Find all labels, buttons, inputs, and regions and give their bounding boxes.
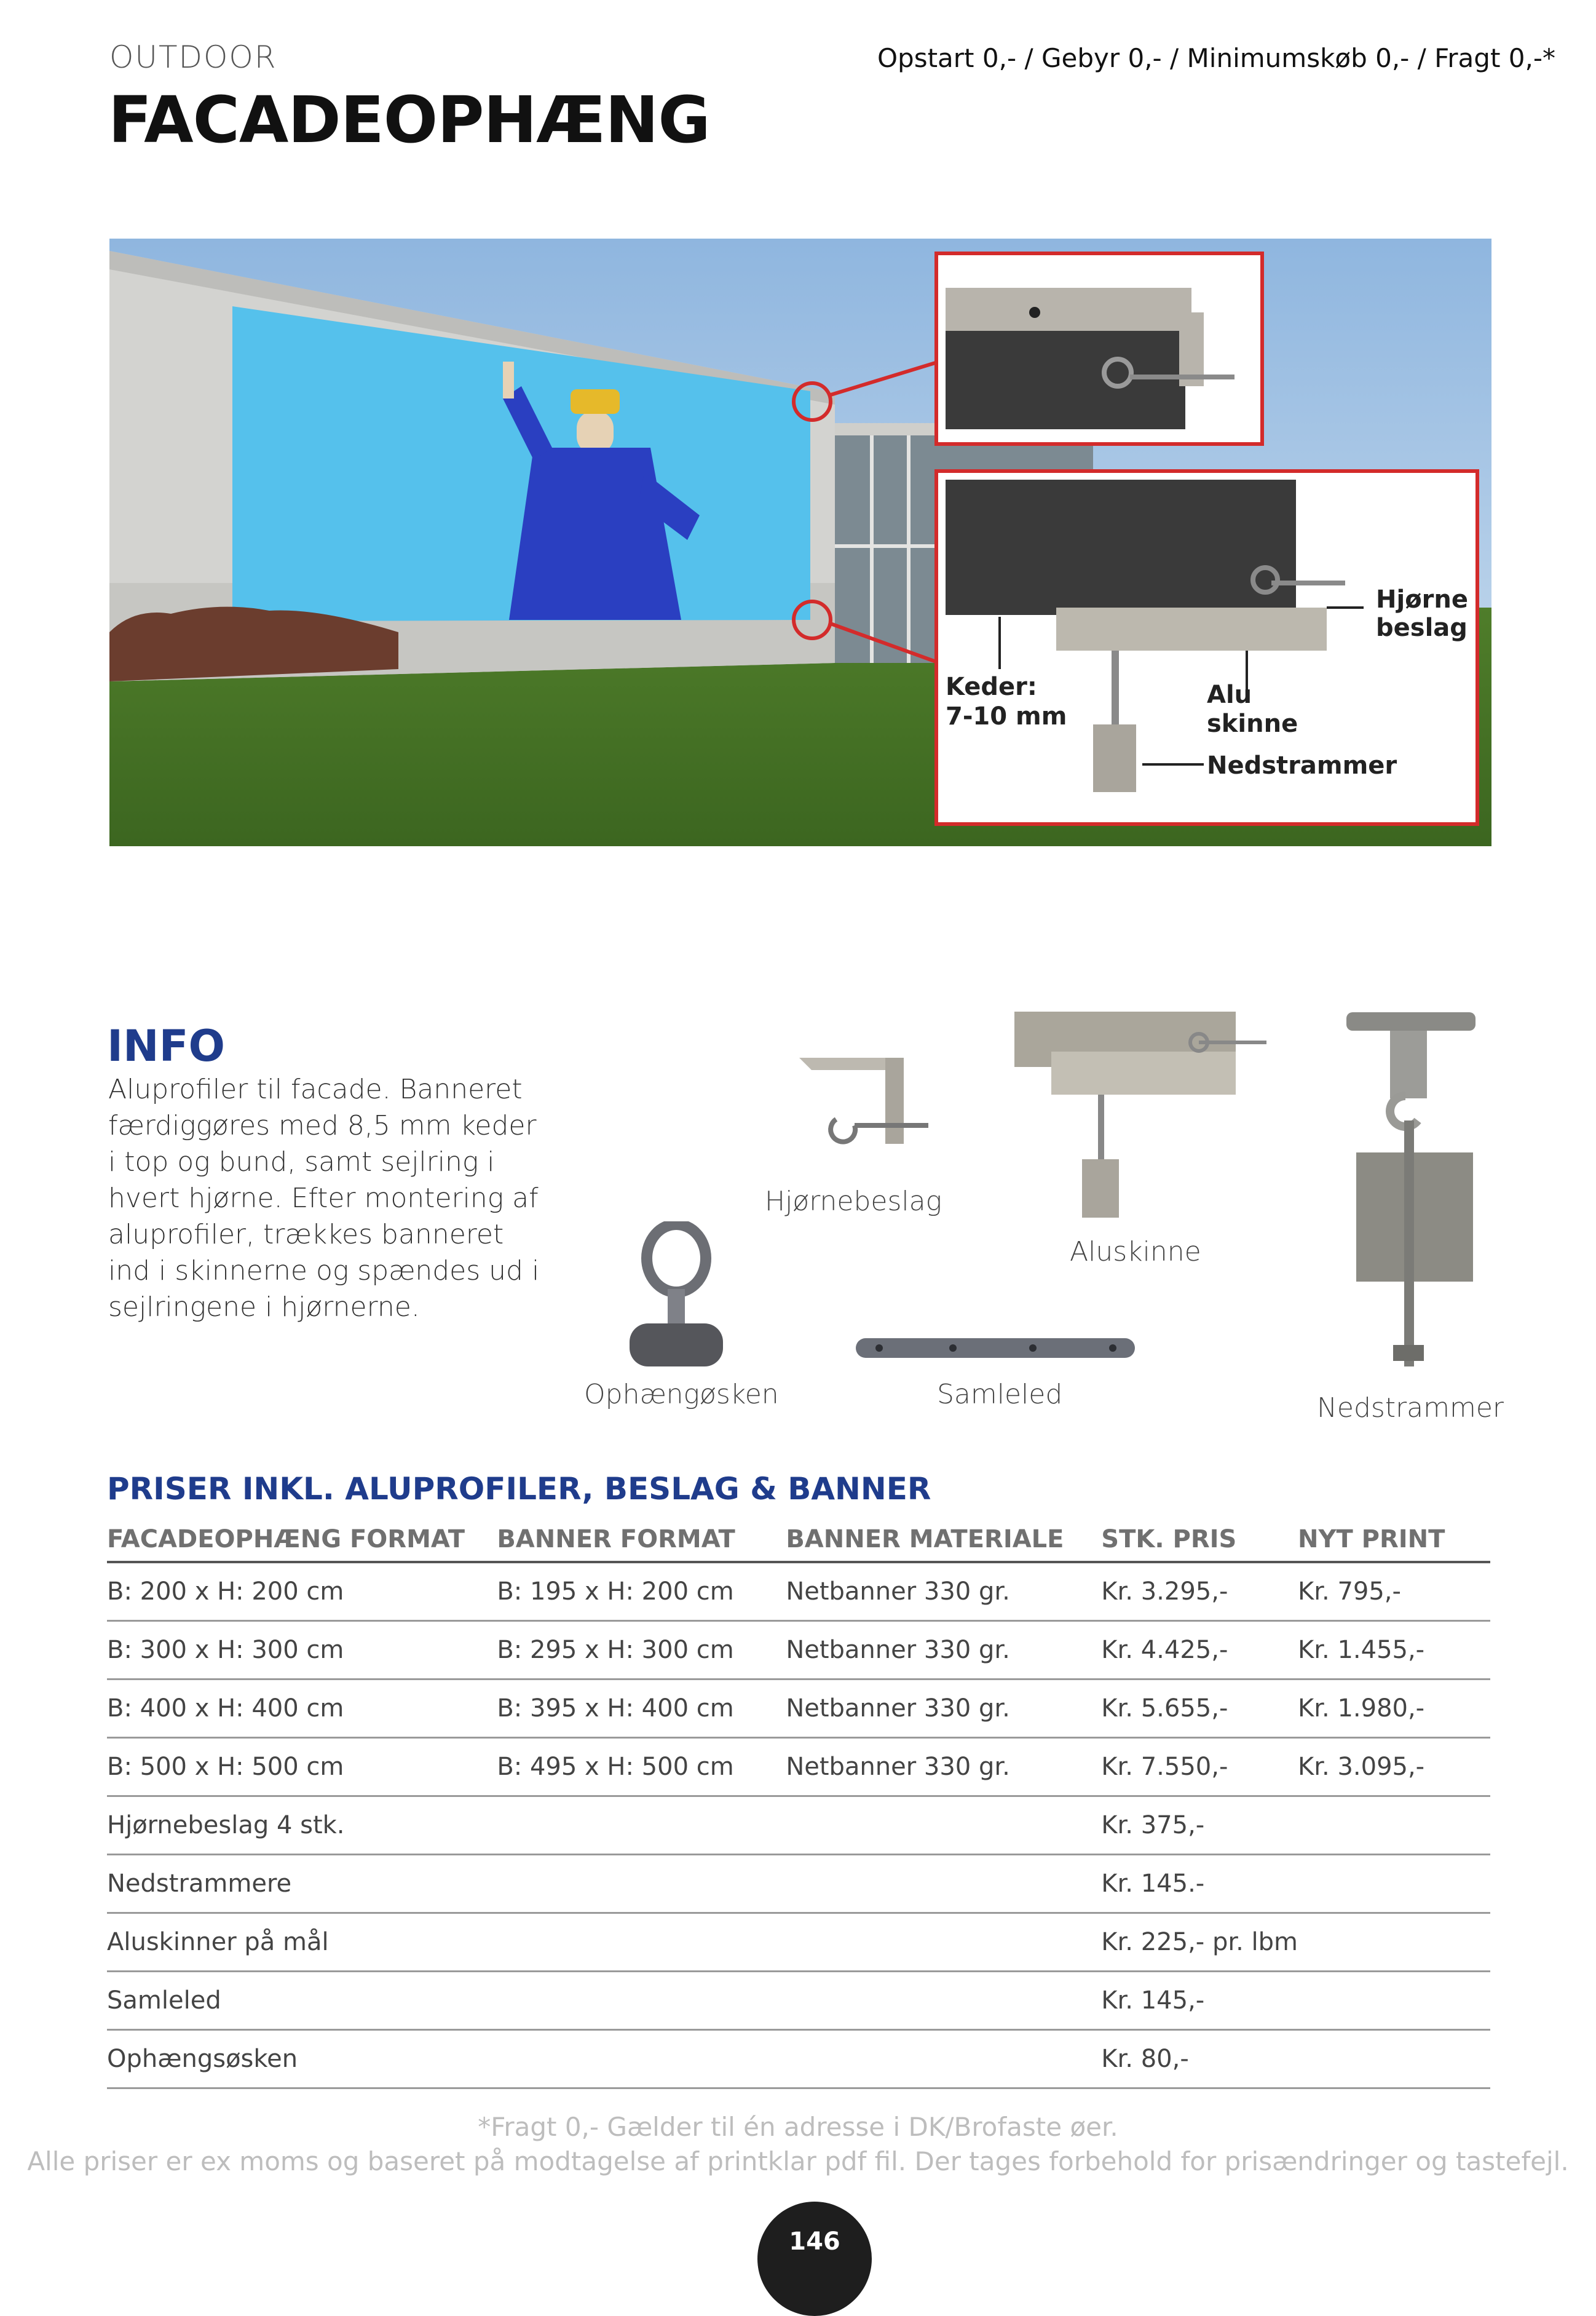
info-title: INFO <box>107 1021 225 1071</box>
table-row <box>107 1679 1490 1738</box>
cell-material <box>786 1796 1101 1855</box>
caption-corner-bracket: Hjørnebeslag <box>765 1186 942 1217</box>
cell-unit-price: Kr. 80,- <box>1101 2030 1298 2088</box>
table-row <box>107 2030 1490 2088</box>
cell-material <box>786 2030 1101 2088</box>
cell-new-print: Kr. 1.455,- <box>1298 1621 1490 1679</box>
cell-format: B: 500 x H: 500 cm <box>107 1738 497 1796</box>
page-number: 146 <box>757 2202 872 2316</box>
caption-joint: Samleled <box>937 1379 1063 1410</box>
cell-new-print <box>1298 1913 1490 1972</box>
table-row <box>107 1562 1490 1621</box>
cell-new-print: Kr. 3.095,- <box>1298 1738 1490 1796</box>
footer-note-shipping: *Fragt 0,- Gælder til én adresse i DK/Brofaste øer. <box>478 2112 1118 2142</box>
page-title: FACADEOPHÆNG <box>108 82 710 157</box>
cell-format: Hjørnebeslag 4 stk. <box>107 1796 497 1855</box>
caption-tensioner: Nedstrammer <box>1317 1392 1504 1424</box>
cell-new-print: Kr. 795,- <box>1298 1562 1490 1621</box>
cell-new-print: Kr. 1.980,- <box>1298 1679 1490 1738</box>
cell-format: B: 400 x H: 400 cm <box>107 1679 497 1738</box>
header-material: BANNER MATERIALE <box>786 1518 1101 1562</box>
corner-bracket-image <box>793 1045 941 1150</box>
cell-unit-price: Kr. 4.425,- <box>1101 1621 1298 1679</box>
joint-image <box>855 1334 1137 1362</box>
caption-eyelet: Ophængøsken <box>584 1379 779 1410</box>
cell-material: Netbanner 330 gr. <box>786 1738 1101 1796</box>
cell-banner-format: B: 495 x H: 500 cm <box>497 1738 786 1796</box>
cell-unit-price: Kr. 145.- <box>1101 1855 1298 1913</box>
cell-format: Samleled <box>107 1972 497 2030</box>
table-row <box>107 1855 1490 1913</box>
callout-top <box>936 253 1262 444</box>
cell-unit-price: Kr. 5.655,- <box>1101 1679 1298 1738</box>
cell-banner-format: B: 195 x H: 200 cm <box>497 1562 786 1621</box>
hero-photo <box>109 239 1491 846</box>
cell-new-print <box>1298 1855 1490 1913</box>
price-table <box>107 1518 1490 2089</box>
footer-note-prices: Alle priser er ex moms og baseret på modtagelse af printklar pdf fil. Der tages forbehold for prisændringer og tastefejl. <box>27 2146 1569 2176</box>
terms-text: Opstart 0,- / Gebyr 0,- / Minimumskøb 0,- / Fragt 0,-* <box>877 43 1555 73</box>
table-row <box>107 1972 1490 2030</box>
facade-illustration <box>109 239 1491 846</box>
callout-alu-2: skinne <box>1207 710 1298 738</box>
alu-rail-image <box>1014 1009 1273 1224</box>
cell-format: Nedstrammere <box>107 1855 497 1913</box>
callout-bottom <box>936 471 1477 824</box>
header-format: FACADEOPHÆNG FORMAT <box>107 1518 497 1562</box>
header-unit-price: STK. PRIS <box>1101 1518 1298 1562</box>
callout-tension: Nedstrammer <box>1207 752 1397 780</box>
cell-unit-price: Kr. 225,- pr. lbm <box>1101 1913 1298 1972</box>
cell-banner-format <box>497 1972 786 2030</box>
cell-material <box>786 1855 1101 1913</box>
cell-material: Netbanner 330 gr. <box>786 1621 1101 1679</box>
cell-material <box>786 1972 1101 2030</box>
cell-banner-format <box>497 1796 786 1855</box>
table-row <box>107 1738 1490 1796</box>
cell-unit-price: Kr. 375,- <box>1101 1796 1298 1855</box>
callout-keder-1: Keder: <box>946 673 1037 701</box>
cell-format: Ophængsøsken <box>107 2030 497 2088</box>
cell-unit-price: Kr. 145,- <box>1101 1972 1298 2030</box>
cell-banner-format <box>497 2030 786 2088</box>
prices-title: PRISER INKL. ALUPROFILER, BESLAG & BANNER <box>107 1471 931 1507</box>
eyelet-image <box>621 1221 732 1375</box>
cell-banner-format: B: 395 x H: 400 cm <box>497 1679 786 1738</box>
callout-alu-1: Alu <box>1207 681 1252 709</box>
header-new-print: NYT PRINT <box>1298 1518 1490 1562</box>
table-row <box>107 1796 1490 1855</box>
category-label: OUTDOOR <box>109 39 277 75</box>
cell-banner-format <box>497 1913 786 1972</box>
cell-new-print <box>1298 1972 1490 2030</box>
cell-new-print <box>1298 1796 1490 1855</box>
tensioner-image <box>1344 1010 1479 1379</box>
cell-banner-format <box>497 1855 786 1913</box>
table-header-row <box>107 1518 1490 1562</box>
cell-format: B: 300 x H: 300 cm <box>107 1621 497 1679</box>
table-row <box>107 1621 1490 1679</box>
cell-banner-format: B: 295 x H: 300 cm <box>497 1621 786 1679</box>
callout-corner-label-1: Hjørne <box>1376 585 1468 614</box>
table-row <box>107 1913 1490 1972</box>
callout-keder-2: 7-10 mm <box>946 702 1067 731</box>
caption-alu-rail: Aluskinne <box>1070 1236 1201 1267</box>
header-banner-format: BANNER FORMAT <box>497 1518 786 1562</box>
info-text: Aluprofiler til facade. Banneret færdiggøres med 8,5 mm keder i top og bund, samt sejlring i hvert hjørne. Efter montering af aluprofiler, trækkes banneret ind i skinnerne og spændes ud i sejlringene i hjørnerne. <box>108 1074 540 1323</box>
cell-material: Netbanner 330 gr. <box>786 1562 1101 1621</box>
cell-unit-price: Kr. 7.550,- <box>1101 1738 1298 1796</box>
cell-unit-price: Kr. 3.295,- <box>1101 1562 1298 1621</box>
cell-format: Aluskinner på mål <box>107 1913 497 1972</box>
cell-format: B: 200 x H: 200 cm <box>107 1562 497 1621</box>
cell-material: Netbanner 330 gr. <box>786 1679 1101 1738</box>
callout-corner-label-2: beslag <box>1376 614 1468 642</box>
cell-material <box>786 1913 1101 1972</box>
cell-new-print <box>1298 2030 1490 2088</box>
